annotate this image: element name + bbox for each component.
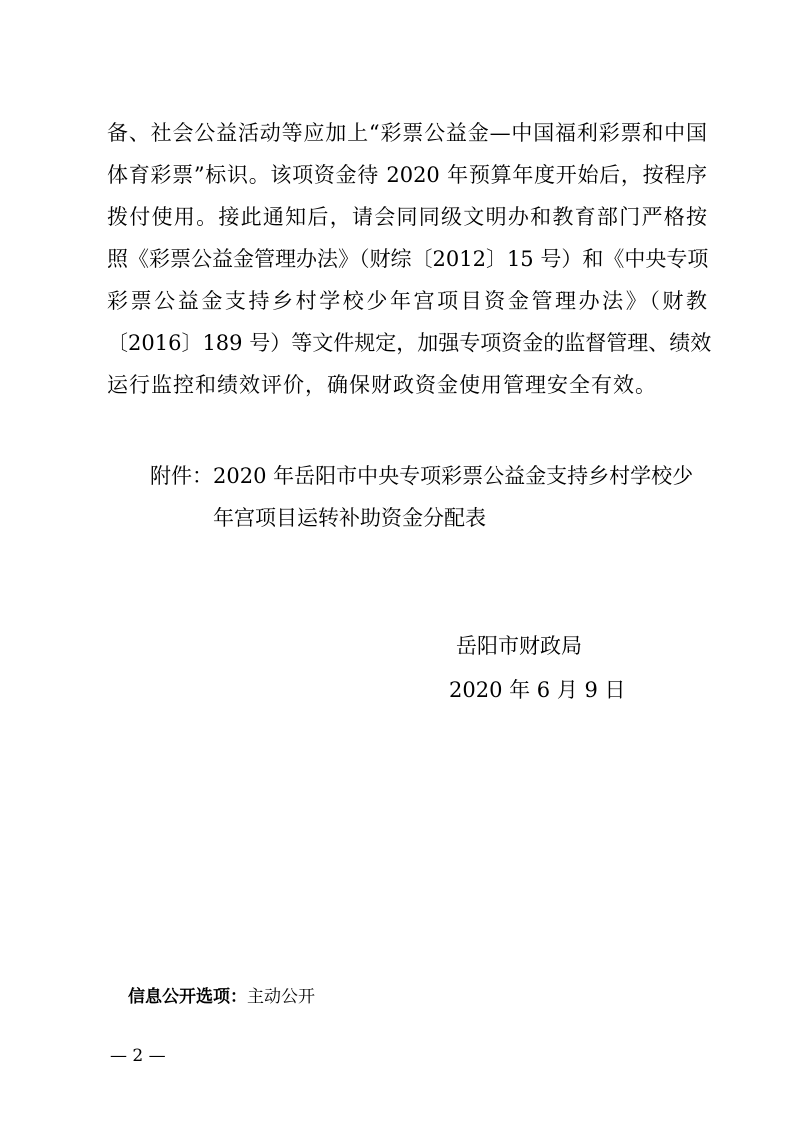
attachment-title-continued: 年宫项目运转补助资金分配表 (213, 506, 486, 530)
disclosure-label: 信息公开选项： (128, 987, 247, 1007)
body-text-line: 彩票公益金支持乡村学校少年宫项目资金管理办法》（财教 (107, 289, 707, 313)
page-number: — 2 — (110, 1046, 166, 1066)
body-text-line: 运行监控和绩效评价，确保财政资金使用管理安全有效。 (107, 373, 657, 397)
body-text-line: 拨付使用。接此通知后，请会同同级文明办和教育部门严格按 (107, 205, 707, 229)
attachment-title: 附件：2020 年岳阳市中央专项彩票公益金支持乡村学校少 (150, 464, 694, 488)
disclosure-value: 主动公开 (247, 987, 315, 1007)
issuing-organization: 岳阳市财政局 (456, 634, 582, 658)
issue-date: 2020 年 6 月 9 日 (449, 678, 626, 702)
body-text-line: 备、社会公益活动等应加上“彩票公益金—中国福利彩票和中国 (107, 121, 707, 145)
disclosure-option (128, 985, 315, 1009)
body-text-line: 体育彩票”标识。该项资金待 2020 年预算年度开始后，按程序 (107, 163, 707, 187)
body-text-line: 〔2016〕189 号）等文件规定，加强专项资金的监督管理、绩效 (107, 331, 712, 355)
body-text-line: 照《彩票公益金管理办法》（财综〔2012〕15 号）和《中央专项 (107, 247, 709, 271)
